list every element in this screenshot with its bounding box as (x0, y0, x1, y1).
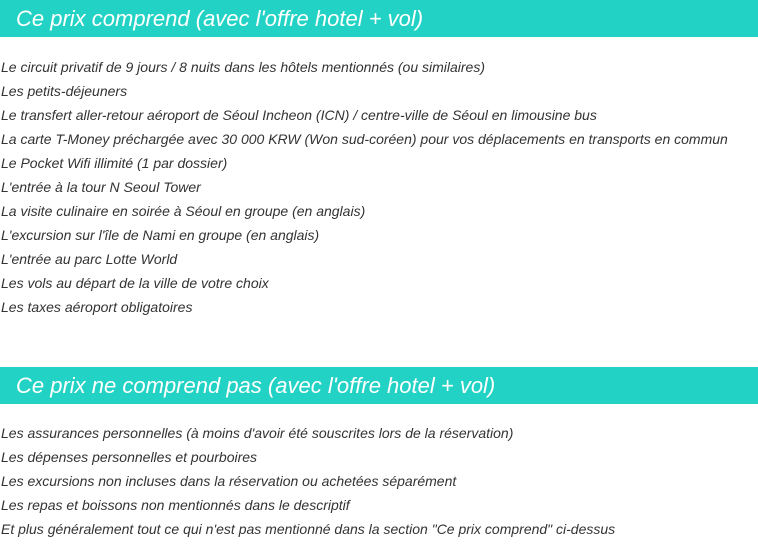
list-item: La visite culinaire en soirée à Séoul en groupe (en anglais) (1, 203, 366, 219)
list-item: Les vols au départ de la ville de votre choix (1, 275, 269, 291)
list-item: Les repas et boissons non mentionnés dans le descriptif (1, 497, 350, 513)
list-item: Les assurances personnelles (à moins d'avoir été souscrites lors de la réservation) (1, 425, 514, 441)
list-item: Les petits-déjeuners (1, 83, 128, 99)
list-item: Le transfert aller-retour aéroport de Séoul Incheon (ICN) / centre-ville de Séoul en limousine bus (1, 107, 597, 123)
list-item: Le Pocket Wifi illimité (1 par dossier) (1, 155, 228, 171)
list-item: Les dépenses personnelles et pourboires (1, 449, 258, 465)
price-excludes-title: Ce prix ne comprend pas (avec l'offre hotel + vol) (16, 373, 496, 398)
list-item: La carte T-Money préchargée avec 30 000 KRW (Won sud-coréen) pour vos déplacements en transports en commun (1, 131, 728, 147)
list-item: Les excursions non incluses dans la réservation ou achetées séparément (1, 473, 457, 489)
list-item: L'excursion sur l'île de Nami en groupe (en anglais) (1, 227, 320, 243)
price-excludes-banner (0, 367, 758, 404)
price-excludes-section (0, 367, 758, 541)
price-includes-list (0, 55, 758, 319)
price-includes-banner (0, 0, 758, 37)
list-item: Le circuit privatif de 9 jours / 8 nuits dans les hôtels mentionnés (ou similaires) (1, 59, 485, 75)
list-item: L'entrée au parc Lotte World (1, 251, 178, 267)
price-includes-title: Ce prix comprend (avec l'offre hotel + vol) (16, 6, 424, 31)
list-item: L'entrée à la tour N Seoul Tower (1, 179, 201, 195)
list-item: Les taxes aéroport obligatoires (1, 299, 193, 315)
list-item: Et plus généralement tout ce qui n'est pas mentionné dans la section "Ce prix comprend" ci-dessus (1, 521, 616, 537)
price-excludes-list (0, 421, 758, 541)
